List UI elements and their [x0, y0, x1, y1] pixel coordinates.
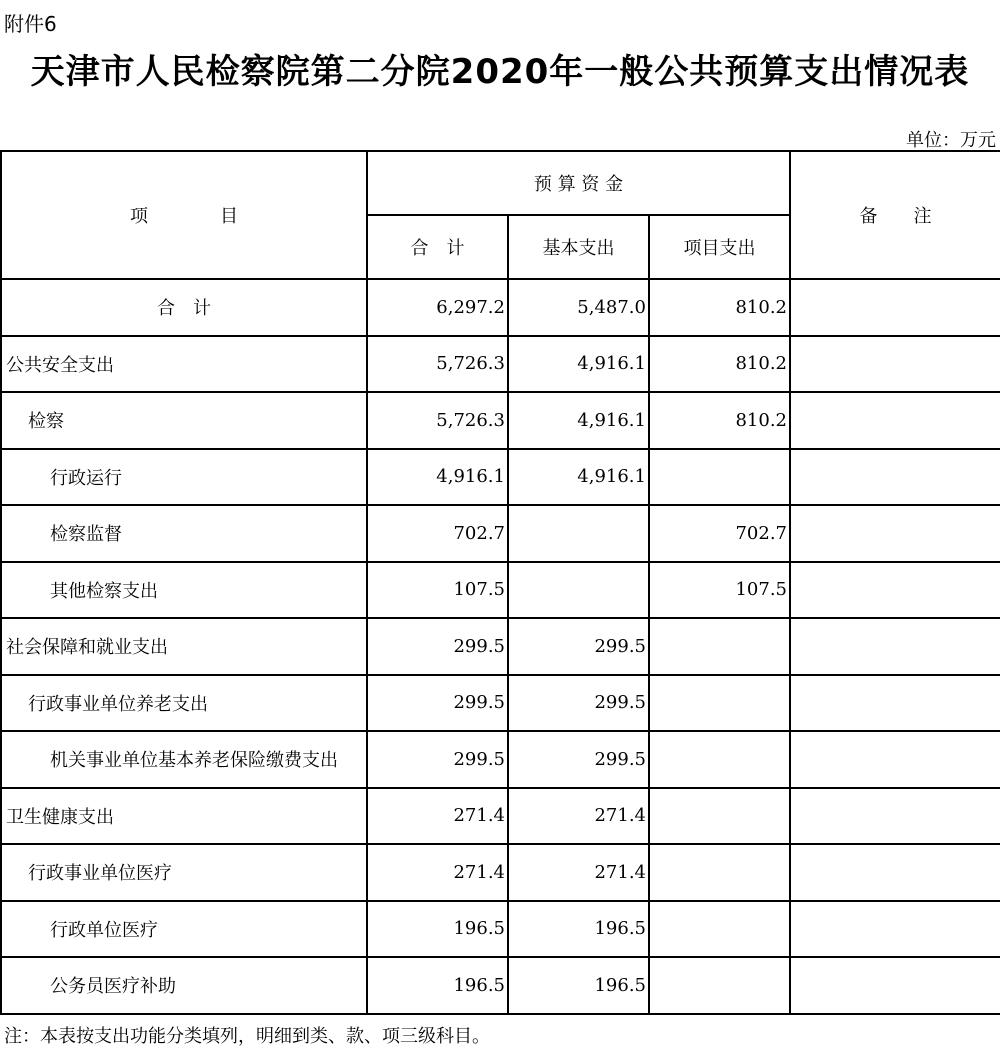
row-total-value: 107.5 [367, 562, 508, 619]
unit-label: 单位：万元 [906, 130, 996, 151]
footnote: 注：本表按支出功能分类填列，明细到类、款、项三级科目。 [4, 1026, 490, 1047]
row-project-value: 810.2 [649, 336, 790, 393]
header-project: 项目支出 [649, 215, 790, 279]
row-item-name: 行政运行 [1, 449, 367, 506]
table-body [1, 279, 1000, 1014]
row-item-name: 社会保障和就业支出 [1, 618, 367, 675]
row-basic-value: 299.5 [508, 675, 649, 732]
row-basic-value: 271.4 [508, 788, 649, 845]
row-item-name: 检察监督 [1, 505, 367, 562]
table-row [1, 505, 1000, 562]
row-total-value: 299.5 [367, 618, 508, 675]
row-basic-value [508, 505, 649, 562]
table-row [1, 392, 1000, 449]
row-total-value: 702.7 [367, 505, 508, 562]
row-project-value [649, 901, 790, 958]
row-basic-value: 4,916.1 [508, 392, 649, 449]
row-item-name: 检察 [1, 392, 367, 449]
header-item: 项 目 [1, 151, 367, 279]
row-project-value [649, 957, 790, 1014]
table-row [1, 562, 1000, 619]
row-total-value: 196.5 [367, 957, 508, 1014]
row-remark [790, 901, 1000, 958]
row-item-name: 公共安全支出 [1, 336, 367, 393]
header-basic: 基本支出 [508, 215, 649, 279]
attachment-label: 附件6 [4, 12, 57, 36]
row-item-name: 卫生健康支出 [1, 788, 367, 845]
row-total-value: 5,726.3 [367, 392, 508, 449]
row-remark [790, 562, 1000, 619]
row-project-value: 810.2 [649, 392, 790, 449]
row-project-value: 702.7 [649, 505, 790, 562]
row-basic-value: 196.5 [508, 901, 649, 958]
row-project-value [649, 449, 790, 506]
row-project-value [649, 618, 790, 675]
row-item-name: 其他检察支出 [1, 562, 367, 619]
page-title: 天津市人民检察院第二分院2020年一般公共预算支出情况表 [30, 52, 970, 92]
row-total-value: 196.5 [367, 901, 508, 958]
table-row [1, 618, 1000, 675]
row-remark [790, 505, 1000, 562]
table-row [1, 449, 1000, 506]
table-row [1, 957, 1000, 1014]
row-total-value: 271.4 [367, 844, 508, 901]
row-remark [790, 618, 1000, 675]
row-total-value: 5,726.3 [367, 336, 508, 393]
row-remark [790, 336, 1000, 393]
row-remark [790, 788, 1000, 845]
row-project-value [649, 675, 790, 732]
row-total-value: 299.5 [367, 731, 508, 788]
row-basic-value: 4,916.1 [508, 336, 649, 393]
table-row [1, 901, 1000, 958]
table-row [1, 731, 1000, 788]
row-remark [790, 279, 1000, 336]
row-basic-value: 4,916.1 [508, 449, 649, 506]
row-project-value: 810.2 [649, 279, 790, 336]
row-total-value: 271.4 [367, 788, 508, 845]
row-project-value [649, 788, 790, 845]
table-row [1, 844, 1000, 901]
row-remark [790, 731, 1000, 788]
header-total: 合 计 [367, 215, 508, 279]
row-basic-value [508, 562, 649, 619]
row-total-value: 299.5 [367, 675, 508, 732]
row-remark [790, 449, 1000, 506]
row-item-name: 行政事业单位养老支出 [1, 675, 367, 732]
row-basic-value: 299.5 [508, 731, 649, 788]
row-item-name: 公务员医疗补助 [1, 957, 367, 1014]
table-row [1, 788, 1000, 845]
table-row [1, 675, 1000, 732]
row-item-name: 机关事业单位基本养老保险缴费支出 [1, 731, 367, 788]
row-project-value [649, 731, 790, 788]
row-basic-value: 299.5 [508, 618, 649, 675]
row-remark [790, 844, 1000, 901]
row-project-value [649, 844, 790, 901]
row-basic-value: 5,487.0 [508, 279, 649, 336]
row-total-value: 6,297.2 [367, 279, 508, 336]
row-item-name: 行政单位医疗 [1, 901, 367, 958]
row-basic-value: 271.4 [508, 844, 649, 901]
row-item-name: 合 计 [1, 279, 367, 336]
header-remarks: 备 注 [790, 151, 1000, 279]
row-project-value: 107.5 [649, 562, 790, 619]
row-basic-value: 196.5 [508, 957, 649, 1014]
header-budget-funds: 预 算 资 金 [367, 151, 790, 215]
row-remark [790, 392, 1000, 449]
row-item-name: 行政事业单位医疗 [1, 844, 367, 901]
row-remark [790, 675, 1000, 732]
row-total-value: 4,916.1 [367, 449, 508, 506]
row-remark [790, 957, 1000, 1014]
budget-table [0, 150, 1000, 1015]
table-row [1, 279, 1000, 336]
table-row [1, 336, 1000, 393]
